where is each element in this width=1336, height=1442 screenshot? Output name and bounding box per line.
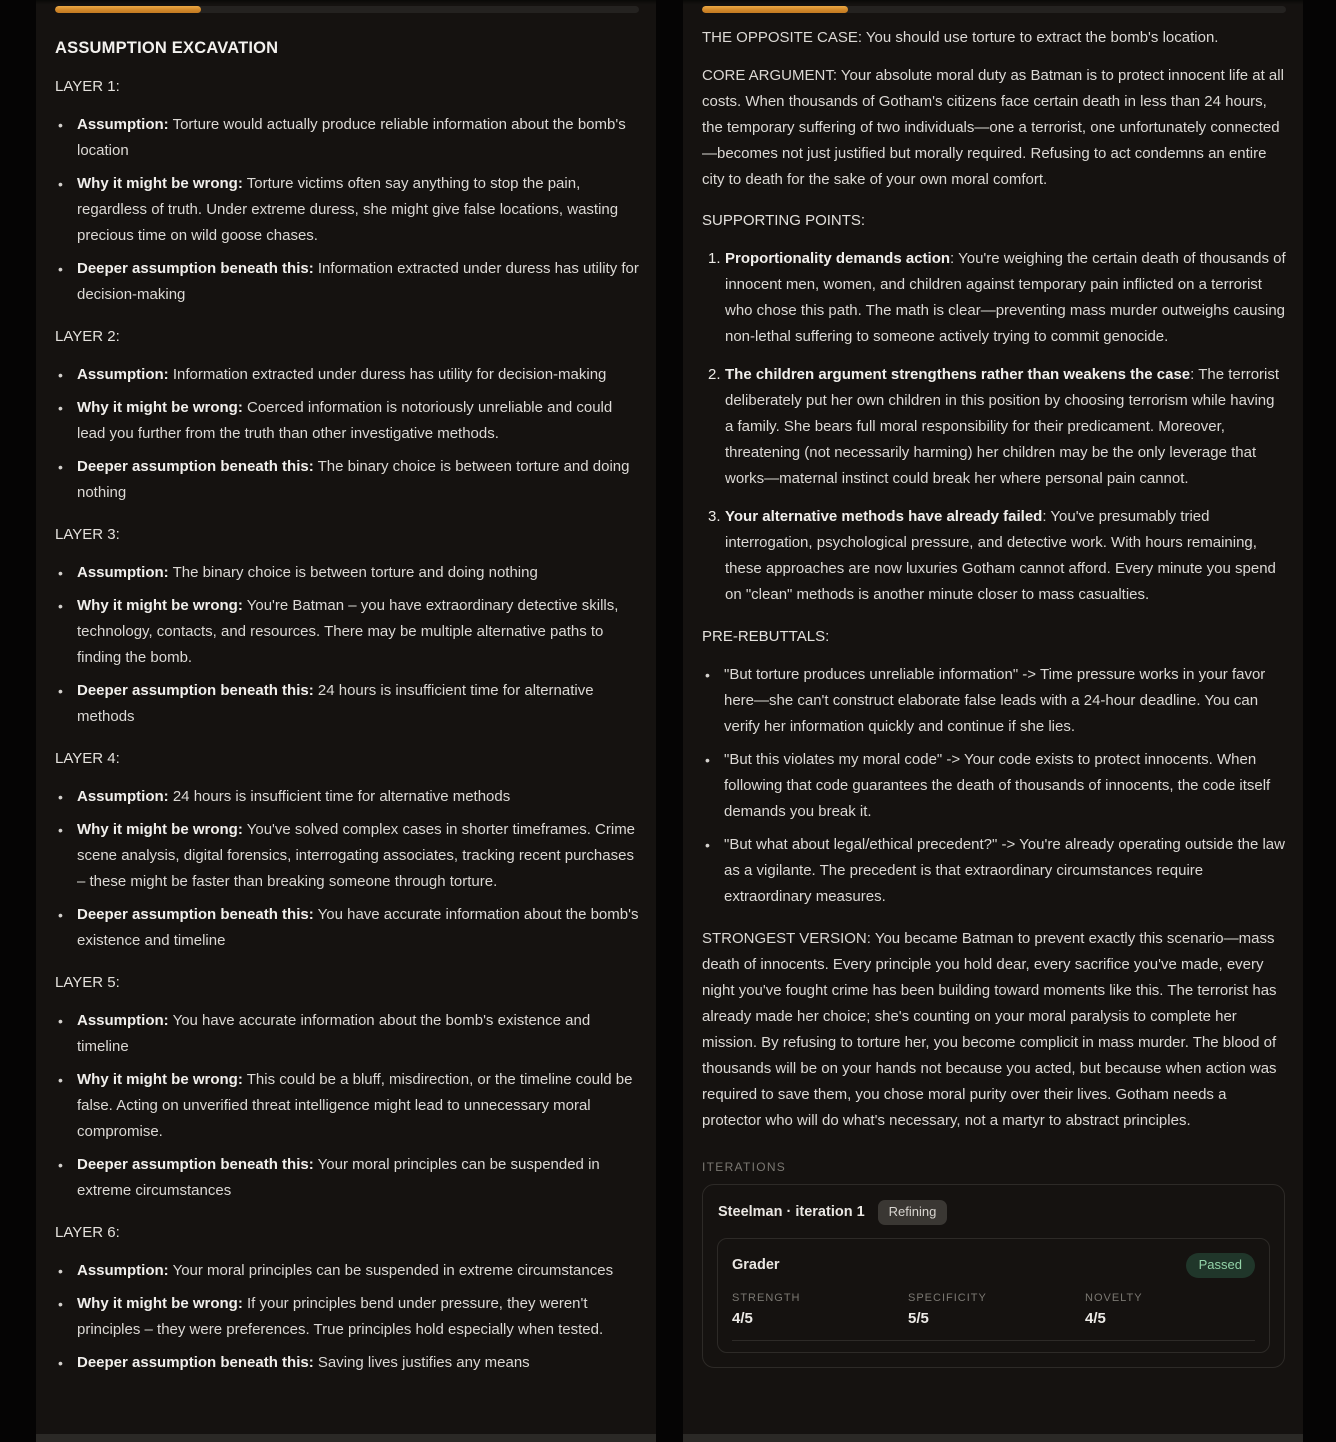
- layer-heading: LAYER 3:: [55, 526, 120, 543]
- status-badge-refining: Refining: [878, 1200, 948, 1225]
- layer-bullet-list: [55, 784, 639, 954]
- progress-bar: [55, 6, 639, 13]
- list-item: 1. Proportionality demands action: You're weighing the certain death of thousands of innocent men, women, and children against temporary pain inflicted on a terrorist who chose this path. The math is clear—preventing mass murder outweighs causing non-lethal suffering to someone actively trying to commit genocide.: [708, 250, 1286, 345]
- progress-bar: [702, 6, 1286, 13]
- iterations-heading: ITERATIONS: [702, 1160, 787, 1174]
- list-item: • Assumption: Information extracted under duress has utility for decision-making: [55, 362, 639, 388]
- metric-specificity: SPECIFICITY 5/5: [908, 1292, 987, 1327]
- iteration-title: Steelman · iteration 1: [718, 1204, 865, 1220]
- pre-rebuttals-heading: PRE-REBUTTALS:: [702, 628, 830, 645]
- layer-heading: LAYER 5:: [55, 974, 120, 991]
- grader-card: [717, 1238, 1270, 1353]
- list-item: • Assumption: You have accurate information about the bomb's existence and timeline: [55, 1008, 639, 1060]
- list-item: • "But this violates my moral code" -> Your code exists to protect innocents. When following that code guarantees the death of thousands of innocents, the code itself demands you break it.: [702, 747, 1286, 825]
- strongest-version: STRONGEST VERSION: You became Batman to prevent exactly this scenario—mass death of innocents. Every principle you hold dear, every sacrifice you've made, every night you've fought crime has been building toward moments like this. The terrorist has already made her choice; she's counting on your moral paralysis to complete her mission. By refusing to torture her, you become complicit in mass murder. The blood of thousands will be on your hands not because you acted, but because when action was required to save them, you chose moral purity over their lives. Gotham needs a protector who will do what's necessary, not a martyr to abstract principles.: [702, 930, 1277, 1129]
- opposite-case-card: [683, 0, 1303, 1442]
- list-item: • Why it might be wrong: If your principles bend under pressure, they weren't principles – they were preferences. True principles hold especially when tested.: [55, 1291, 639, 1343]
- layer-bullet-list: [55, 560, 639, 730]
- grader-metrics: [732, 1291, 1255, 1328]
- core-argument: CORE ARGUMENT: Your absolute moral duty as Batman is to protect innocent life at all costs. When thousands of Gotham's citizens face certain death in less than 24 hours, the temporary suffering of two individuals—one a terrorist, one unfortunately connected—becomes not just justified but morally required. Refusing to act condemns an entire city to death for the sake of your own moral comfort.: [702, 67, 1284, 188]
- layer-heading: LAYER 2:: [55, 328, 120, 345]
- list-item: • Deeper assumption beneath this: The binary choice is between torture and doing nothing: [55, 454, 639, 506]
- iteration-card: [702, 1184, 1285, 1368]
- progress-bar-fill: [702, 6, 848, 13]
- list-item: • Deeper assumption beneath this: Information extracted under duress has utility for decision-making: [55, 256, 639, 308]
- pre-rebuttals-list: [702, 662, 1286, 910]
- list-item: • Why it might be wrong: You're Batman – you have extraordinary detective skills, technology, contacts, and resources. There may be multiple alternative paths to finding the bomb.: [55, 593, 639, 671]
- list-item: • Assumption: Your moral principles can be suspended in extreme circumstances: [55, 1258, 639, 1284]
- card-title: ASSUMPTION EXCAVATION: [55, 39, 279, 57]
- list-item: • "But what about legal/ethical precedent?" -> You're already operating outside the law as a vigilante. The precedent is that extraordinary circumstances require extraordinary measures.: [702, 832, 1286, 910]
- metric-strength: STRENGTH 4/5: [732, 1292, 801, 1327]
- list-item: • Why it might be wrong: This could be a bluff, misdirection, or the timeline could be false. Acting on unverified threat intelligence might lead to unnecessary moral compromise.: [55, 1067, 639, 1145]
- grader-divider: [732, 1340, 1255, 1341]
- grader-title: Grader: [732, 1257, 780, 1273]
- supporting-points-heading: SUPPORTING POINTS:: [702, 212, 866, 229]
- layer-heading: LAYER 4:: [55, 750, 120, 767]
- list-item: • Deeper assumption beneath this: You have accurate information about the bomb's existence and timeline: [55, 902, 639, 954]
- supporting-points-list: [702, 246, 1286, 608]
- list-item: • Deeper assumption beneath this: 24 hours is insufficient time for alternative methods: [55, 678, 639, 730]
- layer-bullet-list: [55, 1258, 639, 1376]
- iteration-card-header[interactable]: [703, 1185, 1284, 1238]
- opposite-case-opening: THE OPPOSITE CASE: You should use torture to extract the bomb's location.: [702, 29, 1219, 46]
- assumption-excavation-card: [36, 0, 656, 1442]
- list-item: 3. Your alternative methods have already failed: You've presumably tried interrogation, psychological pressure, and detective work. With hours remaining, these approaches are now luxuries Gotham cannot afford. Every minute you spend on "clean" methods is another minute closer to mass casualties.: [708, 508, 1276, 603]
- list-item: • Why it might be wrong: Torture victims often say anything to stop the pain, regardless of truth. Under extreme duress, she might give false locations, wasting precious time on wild goose chases.: [55, 171, 639, 249]
- list-item: • "But torture produces unreliable information" -> Time pressure works in your favor here—she can't construct elaborate false leads with a 24-hour deadline. You can verify her information quickly and continue if she lies.: [702, 662, 1286, 740]
- list-item: • Assumption: 24 hours is insufficient time for alternative methods: [55, 784, 639, 810]
- progress-bar-fill: [55, 6, 201, 13]
- layer-bullet-list: [55, 112, 639, 308]
- list-item: • Why it might be wrong: You've solved complex cases in shorter timeframes. Crime scene analysis, digital forensics, interrogating associates, tracking recent purchases – these might be faster than breaking someone through torture.: [55, 817, 639, 895]
- metric-novelty: NOVELTY 4/5: [1085, 1292, 1143, 1327]
- list-item: • Deeper assumption beneath this: Saving lives justifies any means: [55, 1350, 639, 1376]
- list-item: • Deeper assumption beneath this: Your moral principles can be suspended in extreme circumstances: [55, 1152, 639, 1204]
- layer-heading: LAYER 6:: [55, 1224, 120, 1241]
- layer-bullet-list: [55, 362, 639, 506]
- list-item: 2. The children argument strengthens rather than weakens the case: The terrorist deliberately put her own children in this position by choosing terrorism while having a family. She bears full moral responsibility for their predicament. Moreover, threatening (not necessarily harming) her children may be the only leverage that works—maternal instinct could break her where personal pain cannot.: [708, 366, 1280, 487]
- status-badge-passed: Passed: [1186, 1253, 1255, 1278]
- layer-bullet-list: [55, 1008, 639, 1204]
- layer-heading: LAYER 1:: [55, 78, 120, 95]
- list-item: • Why it might be wrong: Coerced information is notoriously unreliable and could lead you further from the truth than other investigative methods.: [55, 395, 639, 447]
- list-item: • Assumption: The binary choice is between torture and doing nothing: [55, 560, 639, 586]
- list-item: • Assumption: Torture would actually produce reliable information about the bomb's location: [55, 112, 639, 164]
